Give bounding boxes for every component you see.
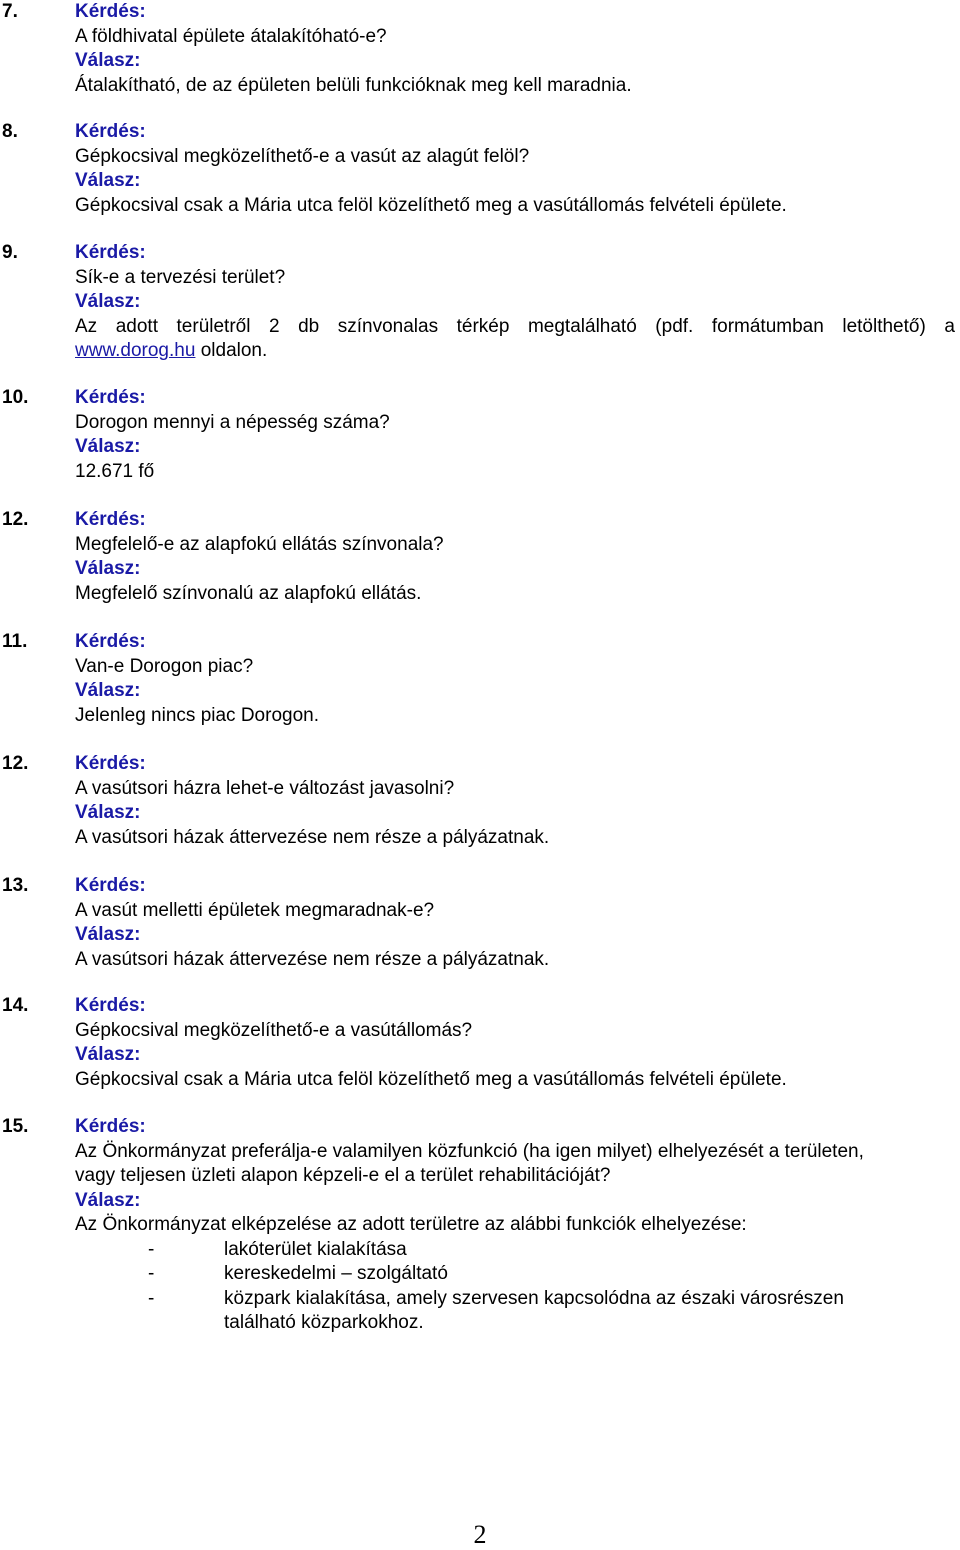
answer-label: Válasz: bbox=[75, 558, 141, 579]
qa-item-10 bbox=[0, 386, 960, 484]
question-text: Gépkocsival megközelíthető-e a vasútállomás? bbox=[75, 1019, 473, 1041]
item-number: 13. bbox=[2, 875, 29, 896]
question-label: Kérdés: bbox=[75, 387, 146, 408]
question-label: Kérdés: bbox=[75, 631, 146, 652]
item-number: 12. bbox=[2, 753, 29, 774]
answer-word: db bbox=[298, 315, 320, 337]
list-item bbox=[0, 1287, 960, 1312]
answer-text: Az Önkormányzat elképzelése az adott területre az alábbi funkciók elhelyezése: bbox=[75, 1214, 747, 1235]
qa-item-13 bbox=[0, 874, 960, 972]
qa-item-12b bbox=[0, 752, 960, 850]
answer-word: a bbox=[944, 315, 955, 337]
answer-text-continued bbox=[75, 339, 267, 364]
item-number: 8. bbox=[2, 121, 18, 142]
answer-label: Válasz: bbox=[75, 50, 141, 71]
question-text-line-1: Az Önkormányzat preferálja-e valamilyen közfunkció (ha igen milyet) elhelyezését a területen, bbox=[75, 1140, 864, 1162]
answer-label: Válasz: bbox=[75, 680, 141, 701]
question-label: Kérdés: bbox=[75, 1116, 146, 1137]
answer-word: 2 bbox=[268, 315, 280, 337]
answer-text: Jelenleg nincs piac Dorogon. bbox=[75, 704, 319, 726]
item-number: 10. bbox=[2, 387, 29, 408]
answer-word: Az bbox=[75, 315, 98, 337]
list-item-text: található közparkokhoz. bbox=[224, 1312, 424, 1333]
link-domain: dorog bbox=[120, 340, 170, 361]
question-text: A vasút melletti épületek megmaradnak-e? bbox=[75, 899, 435, 921]
answer-text-justified bbox=[75, 315, 955, 340]
website-link[interactable] bbox=[75, 340, 195, 361]
question-text: A földhivatal épülete átalakítóható-e? bbox=[75, 25, 387, 47]
answer-word: adott bbox=[115, 315, 158, 337]
qa-item-14 bbox=[0, 994, 960, 1092]
item-number: 15. bbox=[2, 1116, 29, 1137]
item-number: 11. bbox=[2, 631, 28, 652]
answer-text: Gépkocsival csak a Mária utca felöl közelíthető meg a vasútállomás felvételi épülete. bbox=[75, 1068, 787, 1090]
after-link-text: oldalon. bbox=[195, 340, 268, 361]
item-number: 12. bbox=[2, 509, 29, 530]
answer-label: Válasz: bbox=[75, 924, 141, 945]
item-number: 7. bbox=[2, 1, 18, 22]
question-label: Kérdés: bbox=[75, 753, 146, 774]
answer-label: Válasz: bbox=[75, 1189, 141, 1211]
page-number: 2 bbox=[473, 1520, 487, 1549]
list-item bbox=[0, 1238, 960, 1263]
question-text: Dorogon mennyi a népesség száma? bbox=[75, 411, 390, 433]
answer-word: letölthető) bbox=[842, 315, 926, 337]
item-number: 9. bbox=[2, 242, 18, 263]
list-item bbox=[0, 1262, 960, 1287]
qa-item-12a bbox=[0, 508, 960, 606]
question-label: Kérdés: bbox=[75, 875, 146, 896]
answer-word: formátumban bbox=[711, 315, 824, 337]
qa-item-7 bbox=[0, 0, 960, 98]
question-text: Van-e Dorogon piac? bbox=[75, 655, 254, 677]
list-item-text: közpark kialakítása, amely szervesen kapcsolódna az északi városrészen bbox=[224, 1287, 844, 1309]
answer-label: Válasz: bbox=[75, 1044, 141, 1065]
answer-label: Válasz: bbox=[75, 436, 141, 457]
question-text: A vasútsori házra lehet-e változást javasolni? bbox=[75, 777, 455, 799]
question-label: Kérdés: bbox=[75, 121, 146, 142]
answer-text: Megfelelő színvonalú az alapfokú ellátás. bbox=[75, 582, 422, 604]
item-number: 14. bbox=[2, 995, 29, 1016]
answer-text: Gépkocsival csak a Mária utca felöl közelíthető meg a vasútállomás felvételi épülete. bbox=[75, 194, 787, 216]
answer-word: színvonalas bbox=[337, 315, 439, 337]
question-label: Kérdés: bbox=[75, 509, 146, 530]
question-text: Gépkocsival megközelíthető-e a vasút az alagút felöl? bbox=[75, 145, 530, 167]
link-www: www. bbox=[75, 340, 121, 361]
qa-item-8 bbox=[0, 120, 960, 218]
qa-item-11 bbox=[0, 630, 960, 728]
list-dash: - bbox=[148, 1287, 155, 1309]
answer-word: területről bbox=[176, 315, 251, 337]
question-label: Kérdés: bbox=[75, 242, 146, 263]
list-item-text: kereskedelmi – szolgáltató bbox=[224, 1263, 448, 1284]
question-label: Kérdés: bbox=[75, 1, 146, 22]
qa-item-9 bbox=[0, 241, 960, 364]
list-dash: - bbox=[148, 1238, 155, 1260]
answer-label: Válasz: bbox=[75, 170, 141, 191]
list-dash: - bbox=[148, 1263, 155, 1284]
answer-text: A vasútsori házak áttervezése nem része a pályázatnak. bbox=[75, 826, 550, 848]
answer-label: Válasz: bbox=[75, 291, 141, 312]
answer-text: A vasútsori házak áttervezése nem része a pályázatnak. bbox=[75, 948, 550, 970]
answer-word: megtalálható bbox=[527, 315, 637, 337]
question-label: Kérdés: bbox=[75, 995, 146, 1016]
question-text: Megfelelő-e az alapfokú ellátás színvonala? bbox=[75, 533, 444, 555]
qa-item-15 bbox=[0, 1115, 960, 1336]
list-item-continuation bbox=[0, 1311, 960, 1336]
answer-word: (pdf. bbox=[655, 315, 694, 337]
answer-text: 12.671 fő bbox=[75, 460, 155, 482]
link-tld: .hu bbox=[169, 340, 196, 361]
question-text: Sík-e a tervezési terület? bbox=[75, 266, 286, 288]
answer-text: Átalakítható, de az épületen belüli funkcióknak meg kell maradnia. bbox=[75, 74, 632, 96]
answer-label: Válasz: bbox=[75, 802, 141, 823]
question-text-line-2: vagy teljesen üzleti alapon képzeli-e el a terület rehabilitációját? bbox=[75, 1165, 611, 1186]
answer-word: térkép bbox=[456, 315, 510, 337]
list-item-text: lakóterület kialakítása bbox=[224, 1238, 407, 1260]
